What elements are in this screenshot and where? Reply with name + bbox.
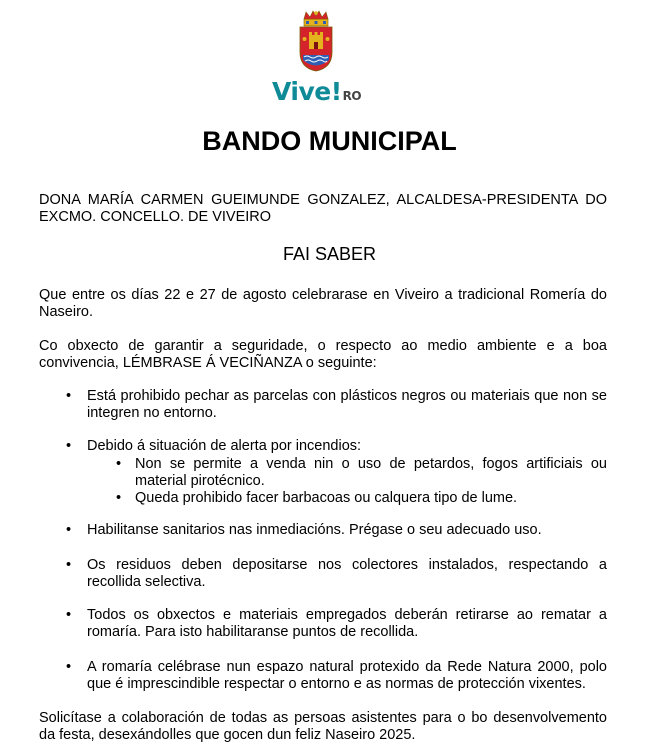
sub-list-item: • Non se permite a venda nin o uso de petardos, fogos artificiais ou material pirotécnico. — [135, 456, 607, 490]
viveiro-coat-of-arms-icon — [296, 10, 336, 72]
viveiro-wordmark — [272, 78, 392, 110]
list-item: • Os residuos deben depositarse nos colectores instalados, respectando a recollida selectiva. — [87, 557, 607, 591]
list-item: • Todos os obxectos e materiais empregados deberán retirarse ao rematar a romaría. Para isto habilitaranse puntos de recollida. — [87, 607, 607, 641]
sub-list-item: • Queda prohibido facer barbacoas ou calquera tipo de lume. — [135, 490, 607, 507]
paragraph-dates: Que entre os días 22 e 27 de agosto celebrarase en Viveiro a tradicional Romería do Naseiro. — [39, 287, 607, 320]
paragraph-objective: Co obxecto de garantir a seguridade, o respecto ao medio ambiente e a boa convivencia, LÉMBRASE Á VECIÑANZA o seguinte: — [39, 338, 607, 371]
page-title: BANDO MUNICIPAL — [202, 126, 457, 156]
wordmark-main: Vive! — [272, 77, 342, 106]
fai-saber-heading: FAI SABER — [282, 244, 377, 264]
intro-paragraph: DONA MARÍA CARMEN GUEIMUNDE GONZALEZ, ALCALDESA-PRESIDENTA DO EXCMO. CONCELLO. DE VIVEIRO — [39, 192, 607, 225]
wordmark-suffix: RO — [342, 89, 362, 103]
list-item: • A romaría celébrase nun espazo natural protexido da Rede Natura 2000, polo que é imprescindible respectar o entorno e as normas de protección vixentes. — [87, 659, 607, 693]
list-item: • Está prohibido pechar as parcelas con plásticos negros ou materiais que non se integren no entorno. — [87, 388, 607, 422]
list-item: • Debido á situación de alerta por incendios: — [87, 438, 607, 455]
viveiro-logo — [262, 10, 392, 110]
closing-paragraph: Solicítase a colaboración de todas as persoas asistentes para o bo desenvolvemento da festa, desexándolles que gocen dun feliz Naseiro 2025. — [39, 710, 607, 743]
list-item: • Habilitanse sanitarios nas inmediacións. Prégase o seu adecuado uso. — [87, 522, 607, 539]
